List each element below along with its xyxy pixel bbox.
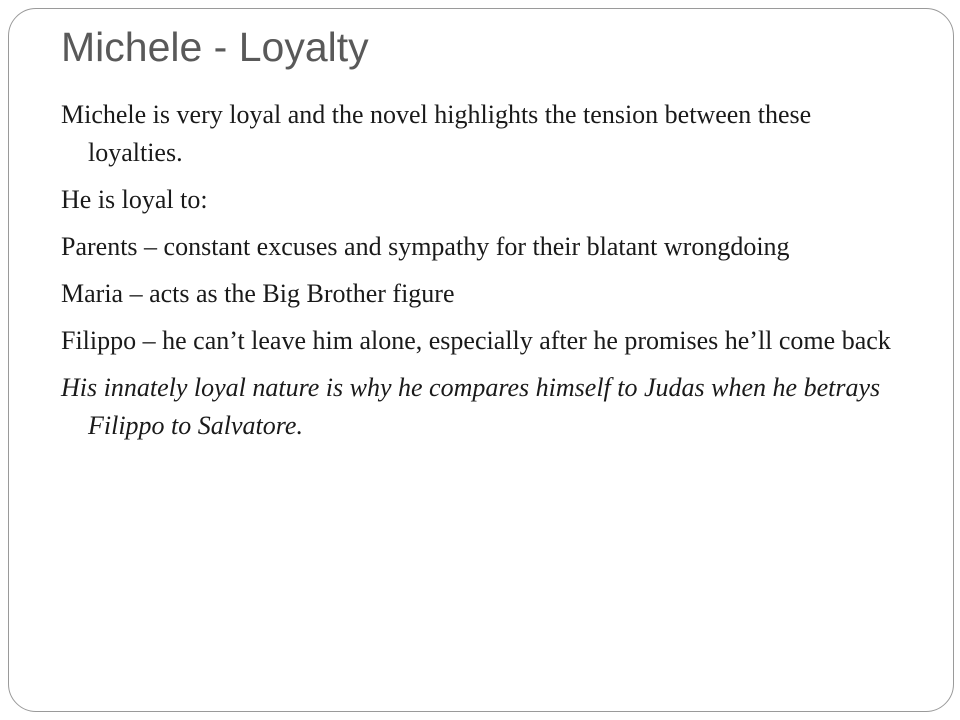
paragraph-filippo: Filippo – he can’t leave him alone, especially after he promises he’ll come back <box>61 326 891 355</box>
paragraph-intro: Michele is very loyal and the novel highlights the tension between these loyalties. <box>61 100 812 167</box>
paragraph-judas-conclusion: His innately loyal nature is why he compares himself to Judas when he betrays Filippo to Salvatore. <box>61 373 881 440</box>
paragraph-loyal-to: He is loyal to: <box>61 185 208 214</box>
paragraph-parents: Parents – constant excuses and sympathy for their blatant wrongdoing <box>61 232 790 261</box>
paragraph-maria: Maria – acts as the Big Brother figure <box>61 279 455 308</box>
slide-title: Michele - Loyalty <box>61 24 369 70</box>
slide-body <box>61 96 911 454</box>
